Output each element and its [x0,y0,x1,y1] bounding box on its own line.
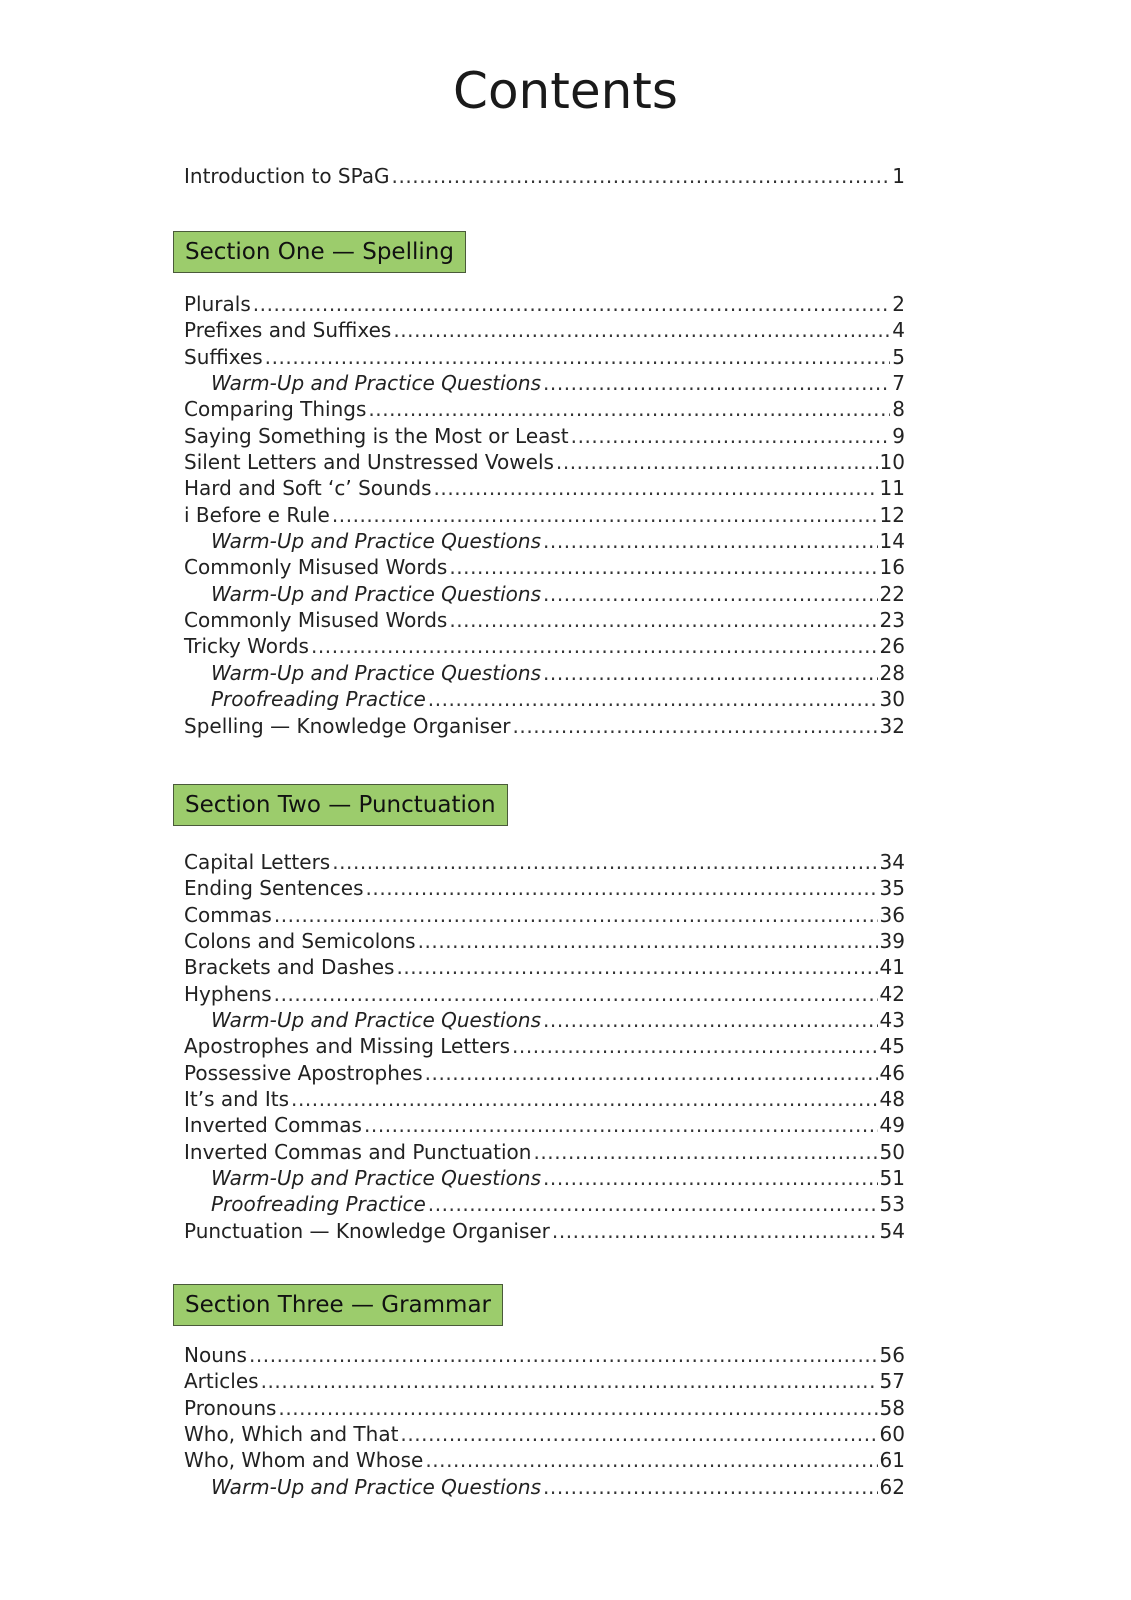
toc-entry[interactable] [184,928,905,954]
page-number: 45 [879,1034,905,1059]
toc-entry[interactable] [184,1342,905,1368]
page-number: 60 [879,1422,905,1447]
toc-entry[interactable] [184,1112,905,1138]
entry-title: Who, Which and That [184,1422,399,1447]
dot-leader [261,1368,878,1394]
entry-title: It’s and Its [184,1087,290,1112]
page-number: 34 [879,850,905,874]
toc-entry[interactable] [184,475,905,501]
dot-leader [513,713,878,739]
dot-leader [543,1007,878,1033]
toc-entry[interactable] [184,633,905,659]
toc-entry[interactable] [184,344,905,370]
page-title: Contents [453,62,678,120]
entry-title: Suffixes [184,344,263,369]
toc-entry[interactable] [184,396,905,422]
entry-title: Tricky Words [184,634,309,659]
page-number: 2 [892,292,905,316]
entry-title: Hard and Soft ‘c’ Sounds [184,476,432,501]
entry-title: Brackets and Dashes [184,955,395,980]
toc-entry[interactable] [184,1139,905,1165]
page-number: 10 [879,450,905,475]
dot-leader [393,317,890,343]
section-header-spelling[interactable]: Section One — Spelling [173,231,466,273]
page-number: 51 [879,1166,905,1191]
page-number: 48 [879,1087,905,1112]
dot-leader [434,475,878,501]
dot-leader [291,1086,878,1112]
dot-leader [400,1421,877,1447]
dot-leader [425,1060,878,1086]
entry-title: Comparing Things [184,397,367,422]
dot-leader [571,423,891,449]
dot-leader [392,163,891,189]
section-header-grammar[interactable]: Section Three — Grammar [173,1284,503,1326]
page-number: 43 [879,1008,905,1033]
page-number: 35 [879,876,905,901]
page-number: 42 [879,981,905,1006]
dot-leader [543,660,878,686]
page-number: 7 [892,371,905,396]
page-number: 62 [879,1474,905,1499]
toc-entry[interactable] [184,607,905,633]
entry-title: Possessive Apostrophes [184,1060,423,1085]
entry-title: Ending Sentences [184,876,364,901]
page-number: 49 [879,1113,905,1138]
dot-leader [543,1474,878,1500]
toc-entry[interactable] [184,1218,905,1244]
entry-title: Apostrophes and Missing Letters [184,1034,510,1059]
grammar-entries [184,1342,905,1500]
entry-title: Who, Whom and Whose [184,1448,424,1473]
toc-subentry[interactable] [184,1474,905,1500]
page-number: 54 [879,1218,905,1243]
dot-leader [543,528,878,554]
page-number: 28 [879,660,905,685]
entry-title: Proofreading Practice [211,1192,426,1217]
page-number: 30 [879,687,905,712]
entry-title: Pronouns [184,1395,277,1420]
entry-title: Nouns [184,1343,247,1367]
entry-title: Introduction to SPaG [184,164,390,188]
page-number: 39 [879,929,905,954]
entry-title: Silent Letters and Unstressed Vowels [184,450,554,475]
dot-leader [274,902,878,928]
toc-entry[interactable] [184,423,905,449]
toc-entry[interactable] [184,875,905,901]
page-number: 8 [892,397,905,422]
page-number: 9 [892,423,905,448]
entry-title: Plurals [184,292,251,316]
toc-entry[interactable] [184,317,905,343]
dot-leader [396,954,877,980]
entry-title: Warm-Up and Practice Questions [211,371,541,396]
toc-entry[interactable] [184,502,905,528]
page-number: 26 [879,634,905,659]
toc-entry[interactable] [184,1060,905,1086]
page-number: 58 [879,1395,905,1420]
entry-title: Warm-Up and Practice Questions [211,1166,541,1191]
entry-title: Colons and Semicolons [184,929,416,954]
page-number: 53 [879,1192,905,1217]
dot-leader [425,1447,877,1473]
toc-subentry[interactable] [184,1191,905,1217]
page-number: 57 [879,1369,905,1394]
toc-entry[interactable] [184,1368,905,1394]
dot-leader [366,875,878,901]
entry-title: Warm-Up and Practice Questions [211,581,541,606]
entry-title: Articles [184,1369,259,1394]
dot-leader [253,291,891,317]
page-number: 36 [879,902,905,927]
entry-title: Punctuation — Knowledge Organiser [184,1218,550,1243]
entry-title: Inverted Commas [184,1113,362,1138]
toc-subentry[interactable] [184,1165,905,1191]
entry-title: Commonly Misused Words [184,555,448,580]
entry-title: Warm-Up and Practice Questions [211,529,541,554]
toc-entry[interactable] [184,1447,905,1473]
page-number: 56 [879,1343,905,1367]
dot-leader [265,344,891,370]
punctuation-entries [184,849,905,1244]
toc-entry[interactable] [184,1033,905,1059]
toc-subentry[interactable] [184,660,905,686]
entry-title: i Before e Rule [184,502,330,527]
entry-title: Warm-Up and Practice Questions [211,1474,541,1499]
dot-leader [449,554,877,580]
toc-entry[interactable] [184,449,905,475]
toc-entry[interactable] [184,1395,905,1421]
entry-title: Hyphens [184,981,272,1006]
dot-leader [552,1218,878,1244]
entry-title: Warm-Up and Practice Questions [211,660,541,685]
toc-entry[interactable] [184,1086,905,1112]
entry-title: Warm-Up and Practice Questions [211,1008,541,1033]
entry-title: Saying Something is the Most or Least [184,423,569,448]
page-number: 11 [879,476,905,501]
dot-leader [533,1139,877,1165]
toc-entry[interactable] [184,849,905,875]
entry-title: Inverted Commas and Punctuation [184,1139,532,1164]
entry-title: Capital Letters [184,850,331,874]
dot-leader [543,581,878,607]
toc-subentry[interactable] [184,370,905,396]
dot-leader [543,370,890,396]
page-number: 14 [879,529,905,554]
toc-entry[interactable] [184,981,905,1007]
dot-leader [449,607,877,633]
toc-entry[interactable] [184,554,905,580]
toc-subentry[interactable] [184,686,905,712]
page-number: 50 [879,1139,905,1164]
toc-entry[interactable] [184,163,905,189]
dot-leader [428,686,878,712]
page-number: 4 [892,318,905,343]
dot-leader [249,1342,878,1368]
entry-title: Spelling — Knowledge Organiser [184,713,511,738]
dot-leader [332,502,878,528]
dot-leader [311,633,878,659]
dot-leader [418,928,878,954]
page-number: 16 [879,555,905,580]
toc-entry[interactable] [184,713,905,739]
dot-leader [364,1112,878,1138]
dot-leader [368,396,890,422]
page-number: 5 [892,344,905,369]
page-number: 23 [879,608,905,633]
dot-leader [274,981,878,1007]
dot-leader [332,849,877,875]
entry-title: Commas [184,902,272,927]
entry-title: Proofreading Practice [211,687,426,712]
toc-entry[interactable] [184,291,905,317]
toc-entry[interactable] [184,954,905,980]
dot-leader [556,449,878,475]
section-header-punctuation[interactable]: Section Two — Punctuation [173,784,508,826]
toc-subentry[interactable] [184,528,905,554]
page-number: 61 [879,1448,905,1473]
intro-list [184,163,905,189]
page-number: 41 [879,955,905,980]
page-number: 1 [892,164,905,188]
dot-leader [543,1165,878,1191]
toc-subentry[interactable] [184,581,905,607]
dot-leader [428,1191,878,1217]
toc-entry[interactable] [184,902,905,928]
entry-title: Prefixes and Suffixes [184,318,392,343]
toc-subentry[interactable] [184,1007,905,1033]
dot-leader [512,1033,878,1059]
page-number: 12 [879,502,905,527]
dot-leader [278,1395,877,1421]
page-number: 46 [879,1060,905,1085]
spelling-entries [184,291,905,739]
entry-title: Commonly Misused Words [184,608,448,633]
page-number: 22 [879,581,905,606]
toc-entry[interactable] [184,1421,905,1447]
page-number: 32 [879,713,905,738]
